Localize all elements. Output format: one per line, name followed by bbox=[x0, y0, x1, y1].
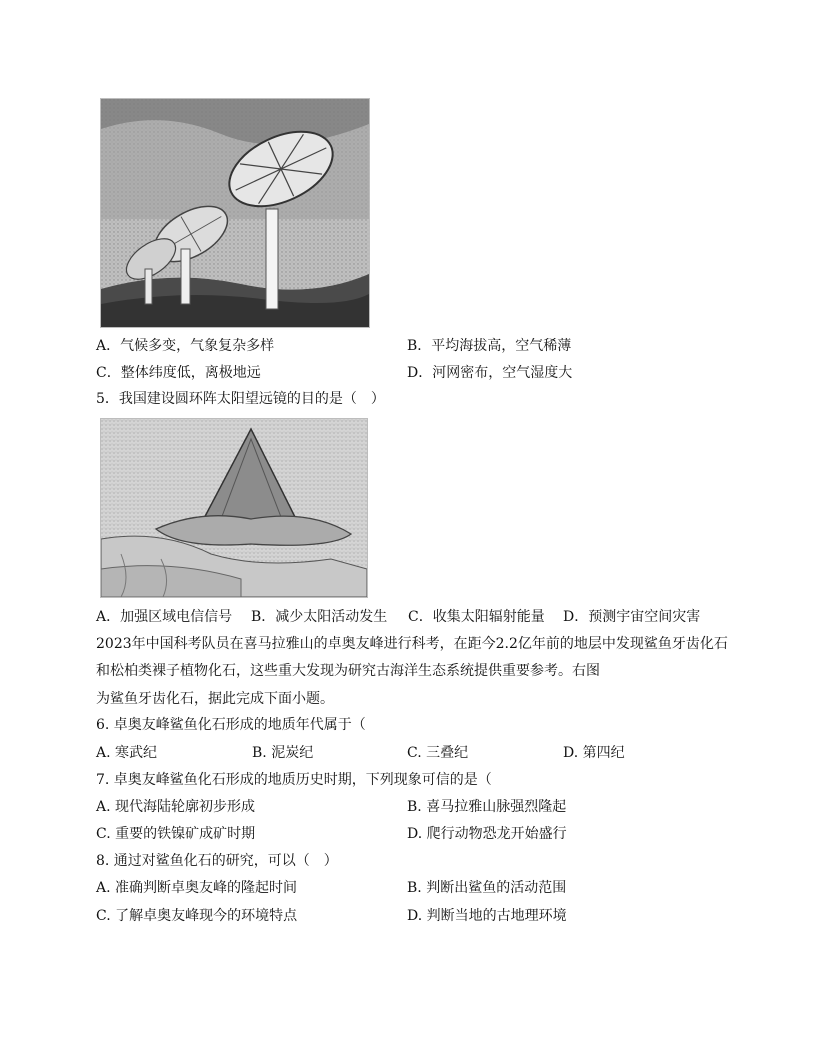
q5-option-a: A．加强区域电信信号 bbox=[96, 609, 233, 625]
q7-option-b: B. 喜马拉雅山脉强烈隆起 bbox=[407, 799, 567, 815]
q7-option-d: D. 爬行动物恐龙开始盛行 bbox=[407, 826, 567, 842]
q8-option-d: D. 判断当地的古地理环境 bbox=[407, 908, 567, 924]
passage-line-3: 为鲨鱼牙齿化石，据此完成下面小题。 bbox=[96, 691, 334, 707]
q6-option-a: A. 寒武纪 bbox=[96, 745, 158, 761]
q4-option-b: B．平均海拔高，空气稀薄 bbox=[407, 338, 572, 354]
q6-option-c: C. 三叠纪 bbox=[407, 745, 469, 761]
radio-telescope-photo bbox=[100, 98, 370, 328]
q6-option-b: B. 泥炭纪 bbox=[252, 745, 314, 761]
q7-stem: 7. 卓奥友峰鲨鱼化石形成的地质历史时期，下列现象可信的是（ bbox=[96, 772, 492, 788]
q4-option-a: A．气候多变，气象复杂多样 bbox=[96, 338, 275, 354]
passage-line-1: 2023年中国科考队员在喜马拉雅山的卓奥友峰进行科考，在距今2.2亿年前的地层中发现鲨鱼牙齿化石 bbox=[96, 636, 728, 652]
q8-option-c: C. 了解卓奥友峰现今的环境特点 bbox=[96, 908, 298, 924]
q5-stem: 5．我国建设圆环阵太阳望远镜的目的是（ ） bbox=[96, 391, 385, 407]
fossil-image bbox=[101, 419, 367, 597]
telescope-image bbox=[101, 99, 369, 327]
q4-option-c: C．整体纬度低，离极地远 bbox=[96, 365, 261, 381]
passage-line-2: 和松柏类裸子植物化石，这些重大发现为研究古海洋生态系统提供重要参考。右图 bbox=[96, 663, 600, 679]
q6-stem: 6. 卓奥友峰鲨鱼化石形成的地质年代属于（ bbox=[96, 717, 366, 733]
q5-option-d: D．预测宇宙空间灾害 bbox=[563, 609, 701, 625]
q5-option-b: B．减少太阳活动发生 bbox=[251, 609, 388, 625]
shark-tooth-photo bbox=[100, 418, 368, 598]
q7-option-c: C. 重要的铁镍矿成矿时期 bbox=[96, 826, 256, 842]
q5-option-c: C．收集太阳辐射能量 bbox=[408, 609, 545, 625]
q8-option-b: B. 判断出鲨鱼的活动范围 bbox=[407, 880, 567, 896]
q7-option-a: A. 现代海陆轮廓初步形成 bbox=[96, 799, 256, 815]
q4-option-d: D．河网密布，空气湿度大 bbox=[407, 365, 573, 381]
q6-option-d: D. 第四纪 bbox=[563, 745, 625, 761]
q8-stem: 8. 通过对鲨鱼化石的研究，可以（ ） bbox=[96, 853, 338, 869]
q8-option-a: A. 准确判断卓奥友峰的隆起时间 bbox=[96, 880, 298, 896]
